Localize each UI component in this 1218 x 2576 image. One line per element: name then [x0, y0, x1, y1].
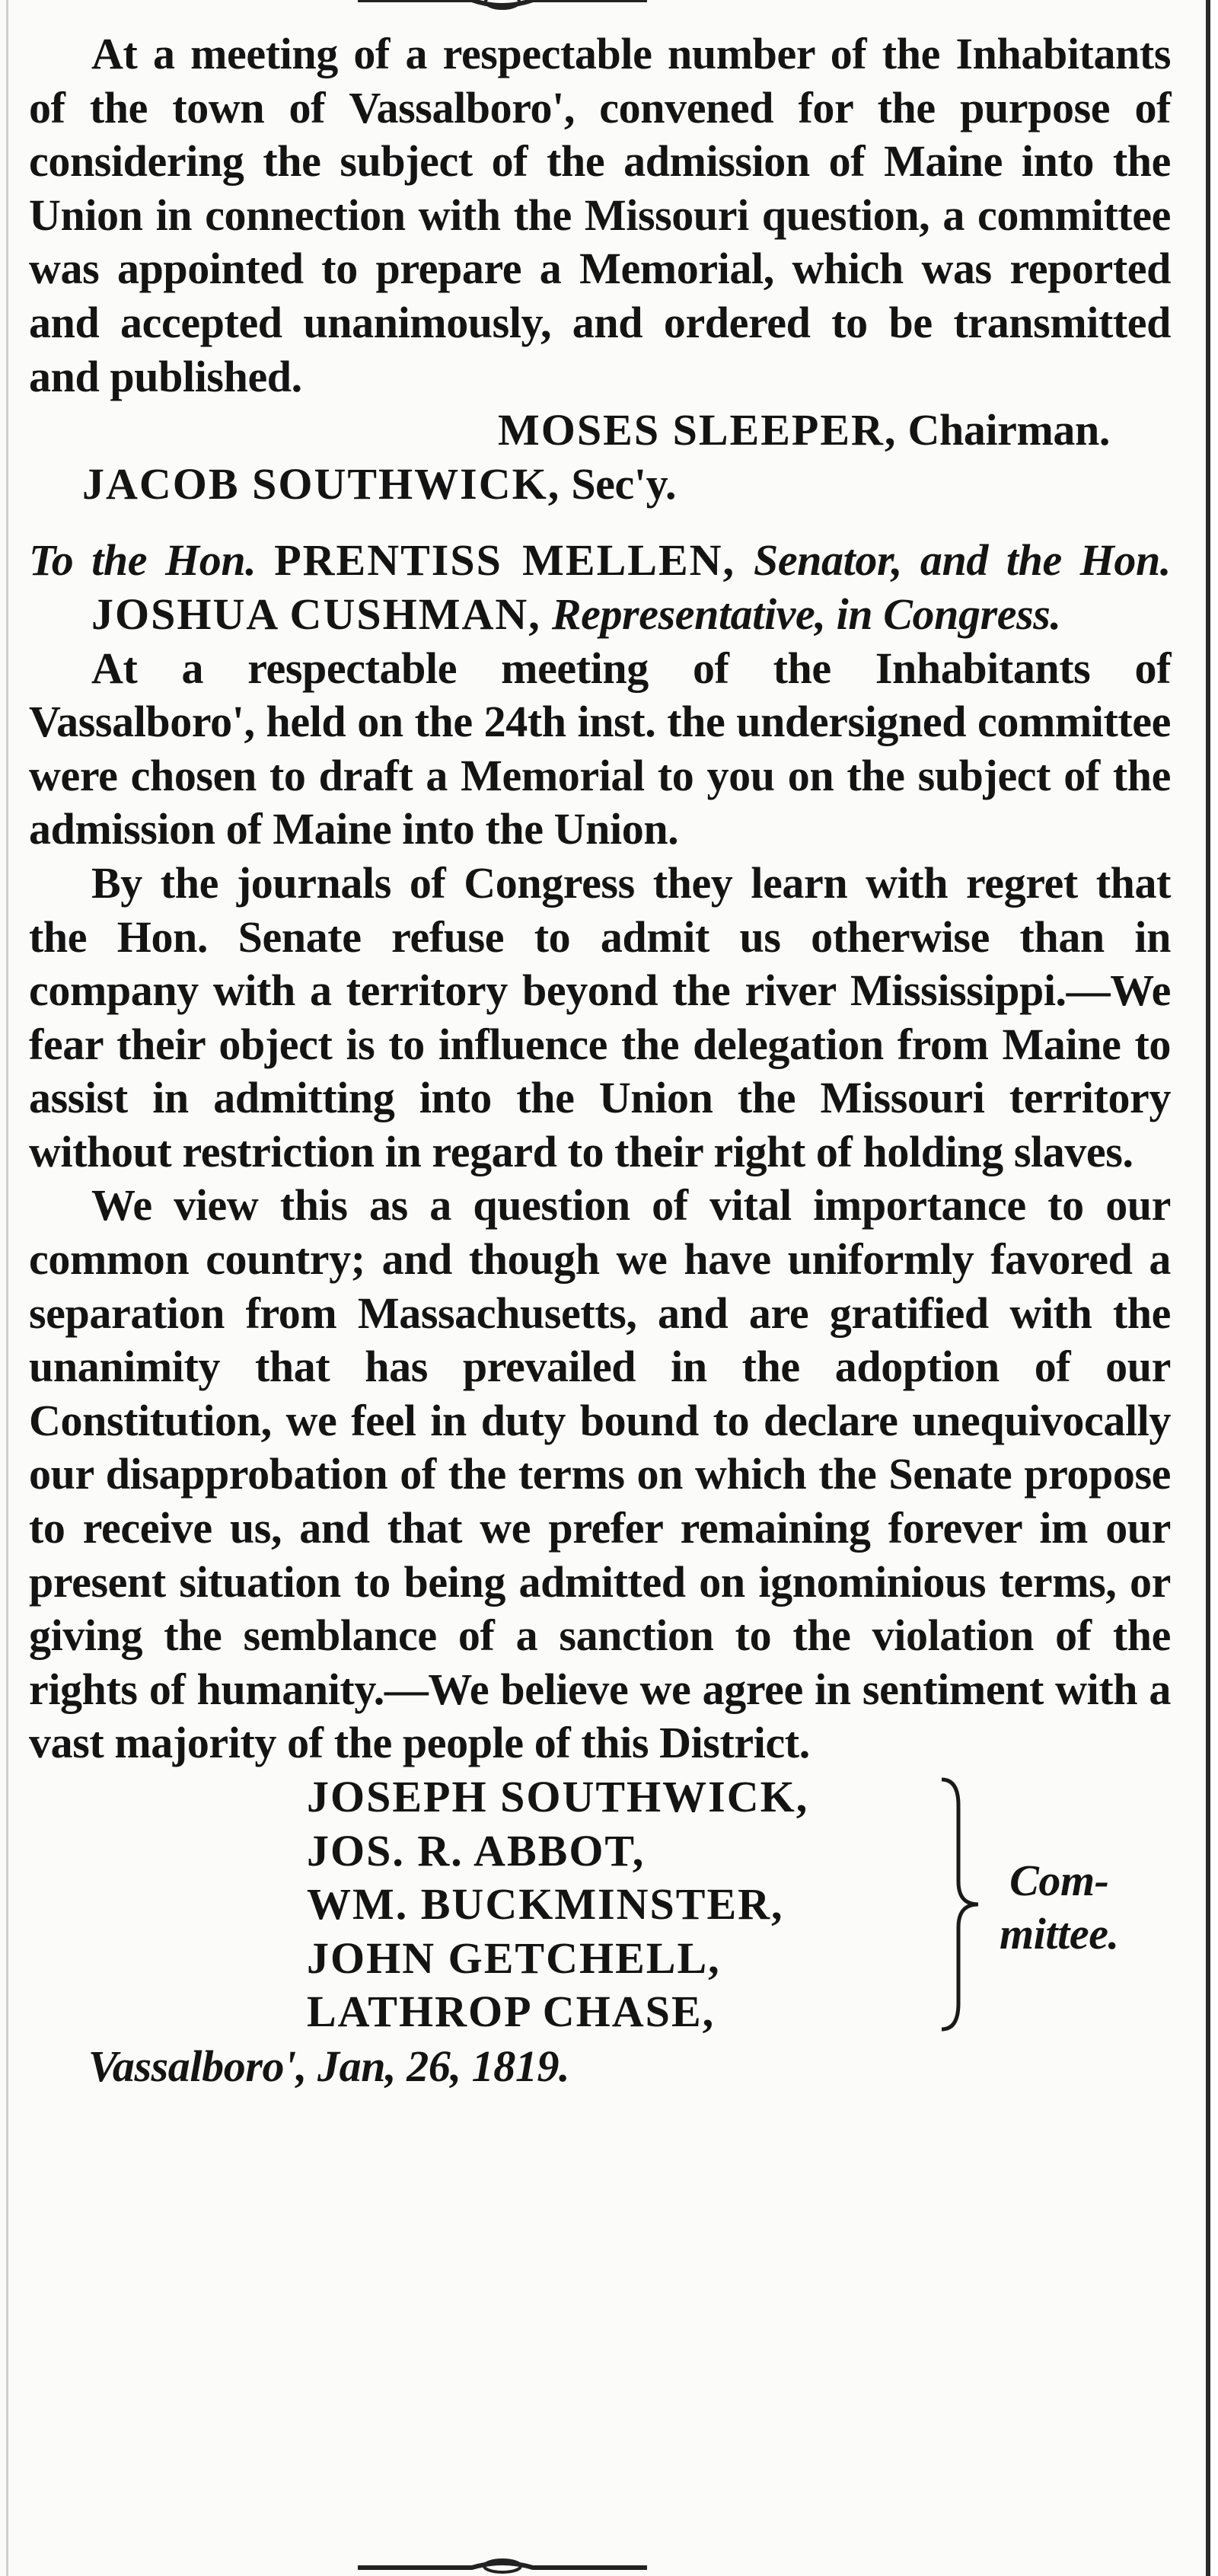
address-and: and the Hon.: [920, 535, 1171, 586]
senator-title: Senator,: [753, 535, 903, 586]
address-line: [29, 534, 1171, 641]
representative-title: Representative, in Congress.: [551, 589, 1061, 639]
committee-member: WM. BUCKMINSTER,: [307, 1879, 784, 1930]
senator-name: PRENTISS MELLEN,: [274, 535, 736, 586]
committee-names: [307, 1770, 808, 2039]
committee-signatures: [29, 1770, 1171, 2094]
dateline: Vassalboro', Jan, 26, 1819.: [88, 2041, 570, 2091]
secretary-title: Sec'y.: [571, 458, 677, 509]
memorial-paragraph-2: By the journals of Congress they learn with regret that the Hon. Senate refuse to admit us otherwise than in company with a territory beyond the river Mississippi.—We fear their object is to influence the delegation from Maine to assist in admitting into the Union the Missouri territory without restriction in regard to their right of holding slaves.: [29, 857, 1171, 1176]
top-ornament-rule: [358, 0, 647, 12]
chairman-title: Chairman.: [907, 405, 1110, 455]
memorial-paragraph-3: We view this as a question of vital importance to our common country; and though we have uniformly favored a separation from Massachusetts, and are gratified with the unanimity that has prevailed in the adoption of our Constitution, we feel in duty bound to declare unequivocally our disapprobation of the terms on which the Senate propose to receive us, and that we prefer remaining forever im our present situation to being admitted on ignominious terms, or giving the semblance of a sanction to the violation of the rights of humanity.—We believe we agree in sentiment with a vast majority of the people of this District.: [29, 1180, 1171, 1768]
committee-label: Com- mittee.: [1000, 1856, 1119, 1958]
clipping-edge: [6, 0, 8, 2576]
article-column: [29, 27, 1171, 2094]
meeting-notice: At a meeting of a respectable number of the Inhabitants of the town of Vassalboro', convened for the purpose of considering the subject of the admission of Maine into the Union in connection with the Missouri question, a committee was appointed to prepare a Memorial, which was reported and accepted unanimously, and ordered to be transmitted and published.: [29, 29, 1171, 401]
chairman-name: MOSES SLEEPER,: [498, 405, 898, 455]
committee-member: LATHROP CHASE,: [307, 1987, 716, 2037]
memorial-paragraph-1: At a respectable meeting of the Inhabitants of Vassalboro', held on the 24th inst. the undersigned committee were chosen to draft a Memorial to you on the subject of the admission of Maine into the Union.: [29, 643, 1171, 854]
bottom-ornament-rule: [358, 2557, 647, 2574]
committee-member: JOHN GETCHELL,: [307, 1933, 721, 1983]
representative-name: JOSHUA CUSHMAN,: [91, 589, 541, 639]
committee-member: JOS. R. ABBOT,: [307, 1825, 646, 1875]
curly-brace-icon: [939, 1775, 984, 2034]
address-to: To the Hon.: [29, 535, 257, 586]
secretary-name: JACOB SOUTHWICK,: [82, 458, 561, 509]
secretary-signature: [29, 458, 1171, 512]
chairman-signature: [29, 404, 1171, 458]
committee-member: JOSEPH SOUTHWICK,: [307, 1772, 809, 1821]
